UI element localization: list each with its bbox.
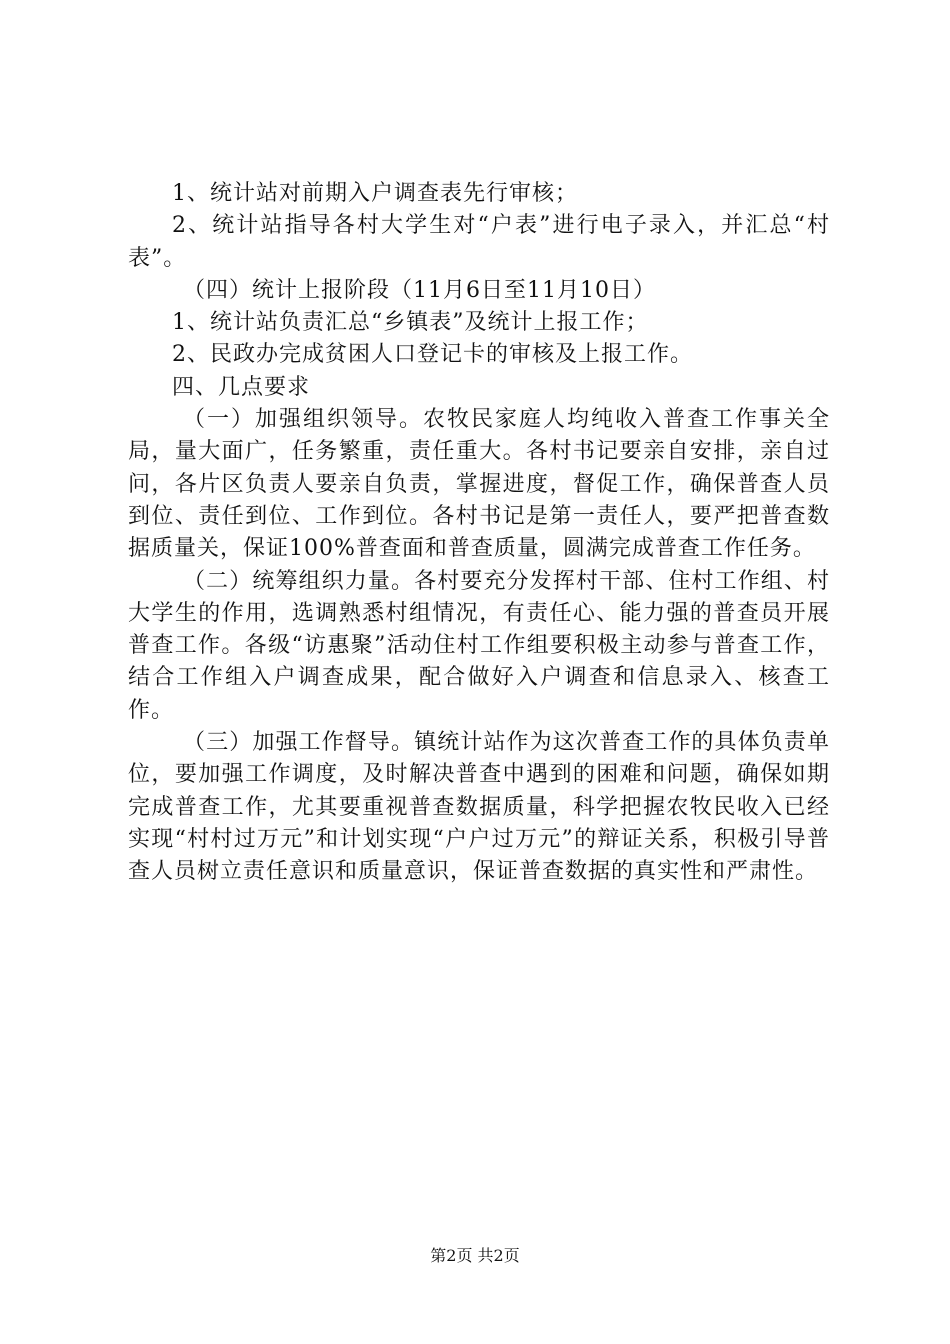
paragraph-2: 2、统计站指导各村大学生对“户表”进行电子录入，并汇总“村表”。 xyxy=(128,213,830,271)
paragraph-4: 1、统计站负责汇总“乡镇表”及统计上报工作； xyxy=(172,310,649,336)
paragraph-requirement-2: （二）统筹组织力量。各村要充分发挥村干部、住村工作组、村大学生的作用，选调熟悉村组情况，有责任心、能力强的普查员开展普查工作。各级“访惠聚”活动住村工作组要积极主动参与普查工作，结合工作组入户调查成果，配合做好入户调查和信息录入、核查工作。 xyxy=(128,568,830,723)
paragraph-1: 1、统计站对前期入户调查表先行审核； xyxy=(172,181,578,206)
page-footer: 第2页 共2页 xyxy=(430,1246,520,1265)
section-heading: 四、几点要求 xyxy=(172,374,311,400)
paragraph-5: 2、民政办完成贫困人口登记卡的审核及上报工作。 xyxy=(172,342,693,368)
paragraph-3: （四）统计上报阶段（11月6日至11月10日） xyxy=(183,277,656,303)
document-body xyxy=(128,178,830,889)
paragraph-requirement-3: （三）加强工作督导。镇统计站作为这次普查工作的具体负责单位，要加强工作调度，及时解决普查中遇到的困难和问题，确保如期完成普查工作，尤其要重视普查数据质量，科学把握农牧民收入已经实现“村村过万元”和计划实现“户户过万元”的辩证关系，积极引导普查人员树立责任意识和质量意识，保证普查数据的真实性和严肃性。 xyxy=(128,730,830,885)
paragraph-requirement-1: （一）加强组织领导。农牧民家庭人均纯收入普查工作事关全局，量大面广，任务繁重，责任重大。各村书记要亲自安排，亲自过问，各片区负责人要亲自负责，掌握进度，督促工作，确保普查人员到位、责任到位、工作到位。各村书记是第一责任人，要严把普查数据质量关，保证100%普查面和普查质量，圆满完成普查工作任务。 xyxy=(128,407,830,562)
